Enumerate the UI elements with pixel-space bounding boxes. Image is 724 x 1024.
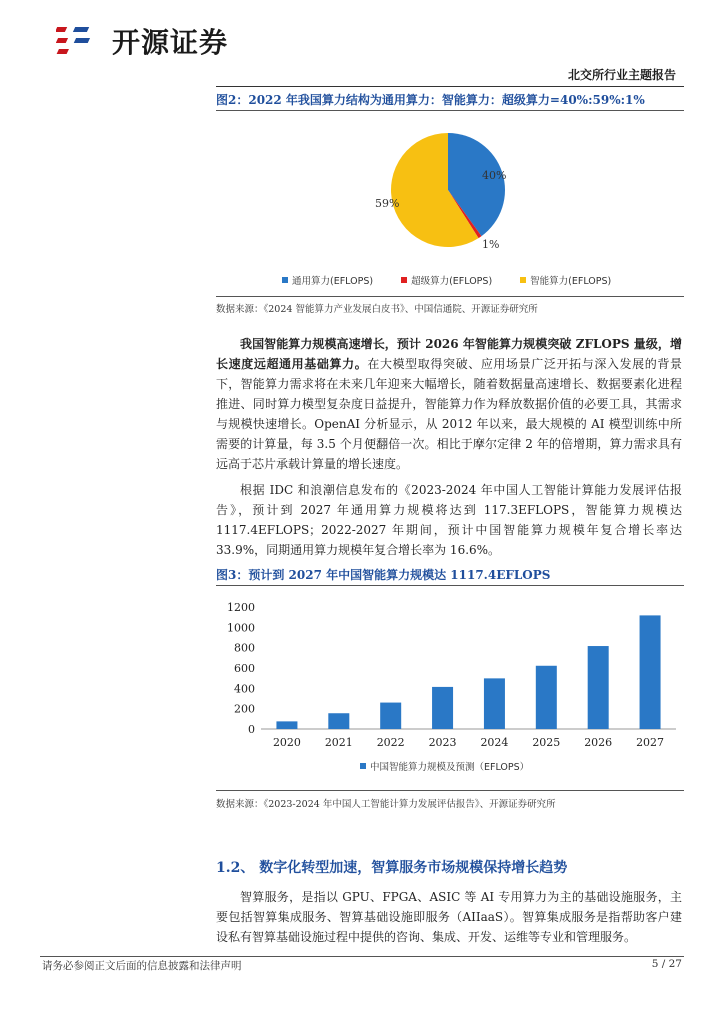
figure3-source: 数据来源：《2023-2024 年中国人工智能计算力发展评估报告》、开源证券研究所 xyxy=(216,799,556,810)
y-tick-label: 1000 xyxy=(227,621,255,635)
report-type: 北交所行业主题报告 xyxy=(567,68,676,82)
bar-2025 xyxy=(536,666,557,729)
figure3-bottom-rule xyxy=(216,790,684,791)
bar-2027 xyxy=(640,615,661,729)
y-tick-label: 200 xyxy=(234,702,255,716)
x-tick-label: 2024 xyxy=(480,736,509,749)
paragraph-2: 根据 IDC 和浪潮信息发布的《2023-2024 年中国人工智能计算能力发展评估报告》，预计到 2027 年通用算力规模将达到 117.3EFLOPS，智能算力规模达 1117.4EFLOPS；2022-2027 年期间，预计中国智能算力规模年复合增长率达 33.9%，同期通用算力规模年复合增长率为 16.6%。 xyxy=(216,483,682,557)
x-tick-label: 2026 xyxy=(584,736,613,749)
y-tick-label: 400 xyxy=(234,682,255,696)
logo-mark-icon xyxy=(56,21,104,61)
page-number: 5 / 27 xyxy=(651,958,682,970)
footer-rule xyxy=(40,956,684,957)
x-tick-label: 2027 xyxy=(636,736,665,749)
x-tick-label: 2022 xyxy=(376,736,405,749)
company-logo xyxy=(56,18,228,64)
pie-chart xyxy=(216,112,684,292)
legend-swatch-super xyxy=(401,277,407,283)
bar-2021 xyxy=(328,713,349,729)
legend-label-super: 超级算力(EFLOPS) xyxy=(411,276,493,287)
figure2-title: 图2：2022 年我国算力结构为通用算力：智能算力：超级算力=40%:59%:1% xyxy=(216,93,645,107)
paragraph-1-lead: 我国智能算力规模高速增长，预计 2026 年智能算力规模突破 ZFLOPS 量级，增长速度远超通用基础算力。 xyxy=(216,337,682,371)
bar-2026 xyxy=(588,646,609,729)
footer-disclaimer: 请务必参阅正文后面的信息披露和法律声明 xyxy=(42,960,242,972)
bar-2022 xyxy=(380,703,401,729)
y-tick-label: 600 xyxy=(234,662,255,675)
legend-swatch-bar xyxy=(360,763,366,769)
x-tick-label: 2025 xyxy=(532,736,561,749)
bar-2024 xyxy=(484,678,505,729)
figure2-source: 数据来源：《2024 智能算力产业发展白皮书》、中国信通院、开源证券研究所 xyxy=(216,304,538,315)
logo-text: 开源证券 xyxy=(112,26,229,59)
pie-label-general: 40% xyxy=(482,169,507,182)
y-tick-label: 0 xyxy=(248,723,255,736)
header-rule xyxy=(216,86,684,87)
legend-swatch-intelligent xyxy=(520,277,526,283)
y-tick-label: 800 xyxy=(234,641,255,655)
paragraph-1-text: 在大模型取得突破、应用场景广泛开拓与深入发展的背景下，智能算力需求将在未来几年迎来大幅增长，随着数据量高速增长、数据要素化进程推进、同时算力模型复杂度日益提升，智能算力作为释放数据价值的必要工具，其需求与规模快速增长。OpenAI 分析显示，从 2012 年以来，最大规模的 AI 模型训练中所需要的计算量，每 3.5 个月便翻倍一次。相比于摩尔定律 2 年的倍增期，算力需求具有远高于芯片承载计算量的增长速度。 xyxy=(216,357,682,471)
bar-2020 xyxy=(276,721,297,729)
legend-label-bar: 中国智能算力规模及预测（EFLOPS） xyxy=(370,762,530,773)
bar-2023 xyxy=(432,687,453,729)
x-tick-label: 2023 xyxy=(428,736,457,749)
paragraph-1 xyxy=(216,334,682,474)
figure2-title-rule xyxy=(216,110,684,111)
legend-label-intelligent: 智能算力(EFLOPS) xyxy=(530,276,612,287)
pie-label-intelligent: 59% xyxy=(375,197,400,210)
legend-swatch-general xyxy=(282,277,288,283)
x-tick-label: 2020 xyxy=(272,736,301,749)
figure3-title-rule xyxy=(216,585,684,586)
section-heading: 1.2、 数字化转型加速，智算服务市场规模保持增长趋势 xyxy=(216,860,568,876)
figure2-bottom-rule xyxy=(216,296,684,297)
figure3-title: 图3：预计到 2027 年中国智能算力规模达 1117.4EFLOPS xyxy=(216,568,551,582)
bar-legend xyxy=(360,759,529,773)
y-tick-label: 1200 xyxy=(227,601,255,614)
x-tick-label: 2021 xyxy=(324,736,353,749)
pie-label-super: 1% xyxy=(482,238,500,251)
pie-legend xyxy=(282,273,611,287)
paragraph-3: 智算服务，是指以 GPU、FPGA、ASIC 等 AI 专用算力为主的基础设施服务，主要包括智算集成服务、智算基础设施即服务（AIIaaS）。智算集成服务是指帮助客户建设私有智算基础设施过程中提供的咨询、集成、开发、运维等专业和管理服务。 xyxy=(216,890,682,944)
legend-label-general: 通用算力(EFLOPS) xyxy=(292,276,374,287)
